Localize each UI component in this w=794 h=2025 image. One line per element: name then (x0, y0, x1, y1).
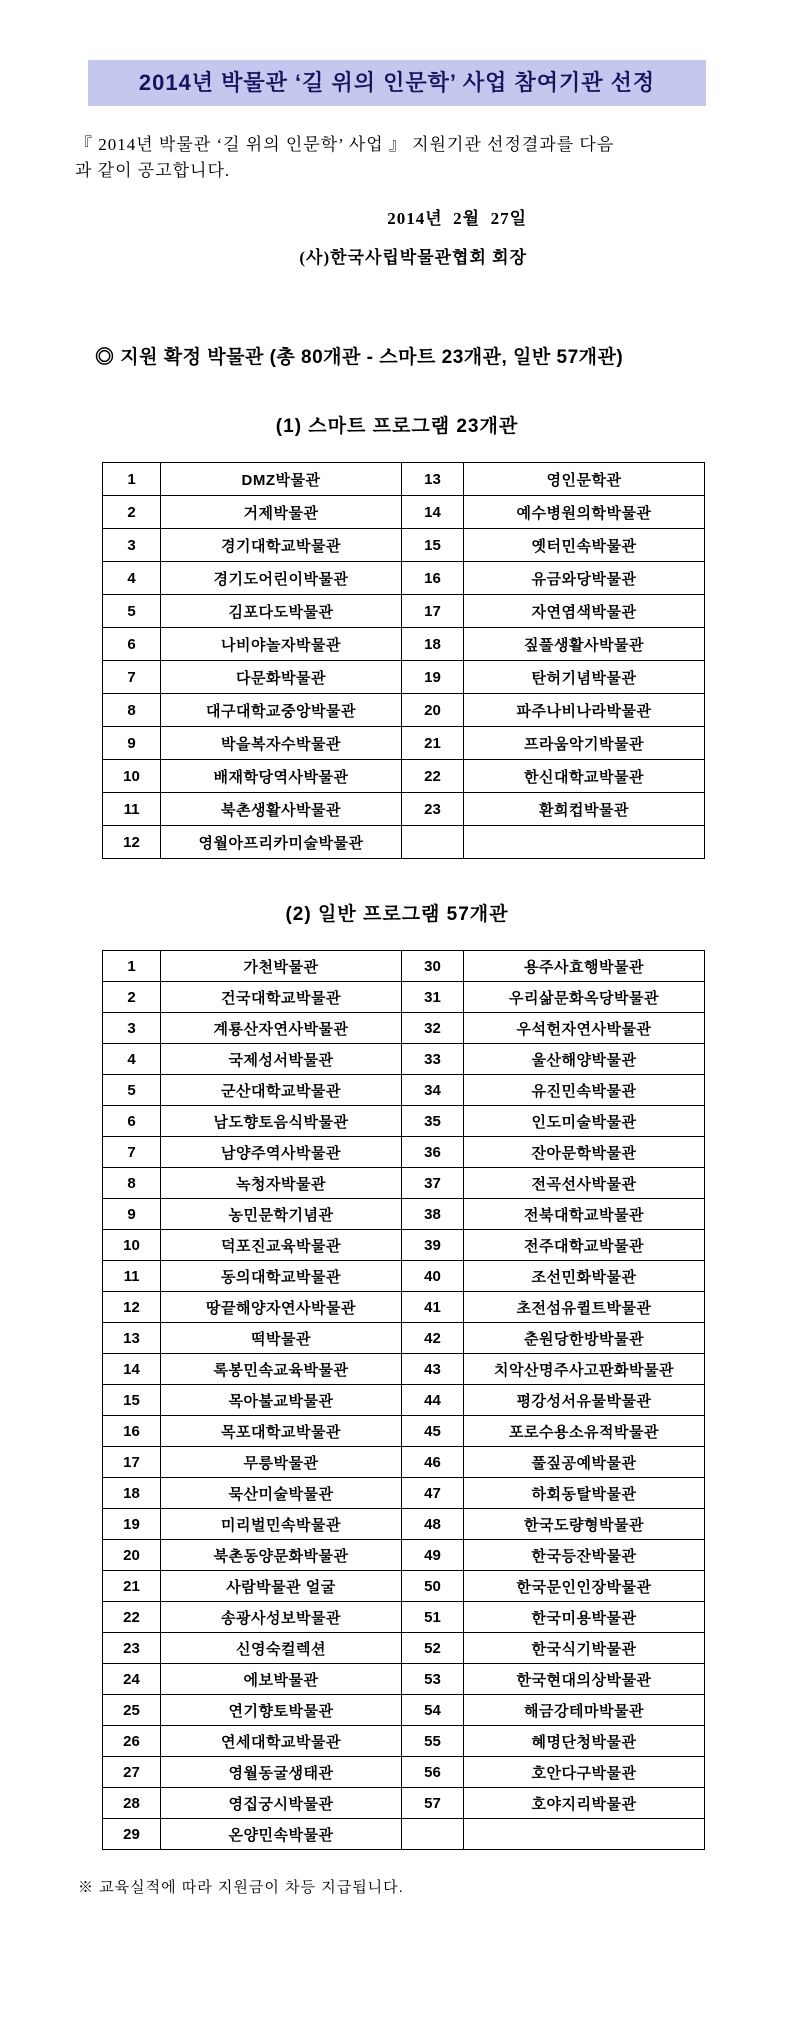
row-number-cell: 3 (103, 529, 161, 562)
intro-line-2: 과 같이 공고합니다. (75, 161, 231, 180)
row-number-cell: 44 (402, 1385, 464, 1416)
table-row (103, 1447, 705, 1478)
row-number-cell: 1 (103, 951, 161, 982)
row-number-cell: 22 (103, 1602, 161, 1633)
museum-name-cell: 국제성서박물관 (161, 1044, 402, 1075)
row-number-cell: 23 (103, 1633, 161, 1664)
table-row (103, 562, 705, 595)
row-number-cell: 3 (103, 1013, 161, 1044)
table-row (103, 1199, 705, 1230)
museum-name-cell: 한국현대의상박물관 (464, 1664, 705, 1695)
table-row (103, 1168, 705, 1199)
museum-name-cell: 나비야놀자박물관 (161, 628, 402, 661)
museum-name-cell: 인도미술박물관 (464, 1106, 705, 1137)
title-banner (88, 60, 706, 106)
row-number-cell: 57 (402, 1788, 464, 1819)
table-row (103, 529, 705, 562)
table-row (103, 1416, 705, 1447)
row-number-cell: 54 (402, 1695, 464, 1726)
page-title: 2014년 박물관 ‘길 위의 인문학’ 사업 참여기관 선정 (138, 70, 656, 95)
museum-name-cell: 남양주역사박물관 (161, 1137, 402, 1168)
row-number-cell: 27 (103, 1757, 161, 1788)
museum-name-cell: 전곡선사박물관 (464, 1168, 705, 1199)
museum-name-cell: 영월동굴생태관 (161, 1757, 402, 1788)
museum-name-cell: 땅끝해양자연사박물관 (161, 1292, 402, 1323)
row-number-cell: 12 (103, 1292, 161, 1323)
museum-name-cell (464, 826, 705, 859)
museum-name-cell: 한국등잔박물관 (464, 1540, 705, 1571)
row-number-cell: 9 (103, 727, 161, 760)
museum-name-cell: 자연염색박물관 (464, 595, 705, 628)
museum-name-cell: 잔아문학박물관 (464, 1137, 705, 1168)
row-number-cell: 26 (103, 1726, 161, 1757)
row-number-cell: 33 (402, 1044, 464, 1075)
row-number-cell: 43 (402, 1354, 464, 1385)
museum-name-cell: 다문화박물관 (161, 661, 402, 694)
table-row (103, 1478, 705, 1509)
table-row (103, 1571, 705, 1602)
museum-name-cell (464, 1819, 705, 1850)
museum-name-cell: 묵산미술박물관 (161, 1478, 402, 1509)
table-row (103, 727, 705, 760)
table-row (103, 1385, 705, 1416)
row-number-cell: 35 (402, 1106, 464, 1137)
museum-name-cell: 북촌생활사박물관 (161, 793, 402, 826)
table-row (103, 1726, 705, 1757)
row-number-cell: 49 (402, 1540, 464, 1571)
museum-name-cell: 송광사성보박물관 (161, 1602, 402, 1633)
row-number-cell: 21 (103, 1571, 161, 1602)
row-number-cell: 25 (103, 1695, 161, 1726)
row-number-cell: 5 (103, 595, 161, 628)
museum-name-cell: 용주사효행박물관 (464, 951, 705, 982)
museum-name-cell: 치악산명주사고판화박물관 (464, 1354, 705, 1385)
table-row (103, 1602, 705, 1633)
museum-name-cell: 한국식기박물관 (464, 1633, 705, 1664)
row-number-cell: 12 (103, 826, 161, 859)
museum-name-cell: 춘원당한방박물관 (464, 1323, 705, 1354)
table-row (103, 1323, 705, 1354)
museum-name-cell: 유금와당박물관 (464, 562, 705, 595)
museum-name-cell: 북촌동양문화박물관 (161, 1540, 402, 1571)
row-number-cell (402, 1819, 464, 1850)
row-number-cell: 46 (402, 1447, 464, 1478)
footnote: ※ 교육실적에 따라 지원금이 차등 지급됩니다. (78, 1879, 404, 1896)
museum-name-cell: 거제박물관 (161, 496, 402, 529)
museum-name-cell: 한신대학교박물관 (464, 760, 705, 793)
table-row (103, 1354, 705, 1385)
museum-name-cell: 대구대학교중앙박물관 (161, 694, 402, 727)
smart-program-table (102, 462, 705, 859)
table-row (103, 1230, 705, 1261)
museum-name-cell: 전주대학교박물관 (464, 1230, 705, 1261)
row-number-cell: 9 (103, 1199, 161, 1230)
museum-name-cell: 신영숙컬렉션 (161, 1633, 402, 1664)
row-number-cell: 45 (402, 1416, 464, 1447)
row-number-cell: 7 (103, 661, 161, 694)
row-number-cell: 6 (103, 1106, 161, 1137)
row-number-cell: 40 (402, 1261, 464, 1292)
table-row (103, 951, 705, 982)
museum-name-cell: 해금강테마박물관 (464, 1695, 705, 1726)
museum-name-cell: 영인문학관 (464, 463, 705, 496)
row-number-cell: 24 (103, 1664, 161, 1695)
museum-name-cell: 한국미용박물관 (464, 1602, 705, 1633)
museum-name-cell: 무릉박물관 (161, 1447, 402, 1478)
row-number-cell: 55 (402, 1726, 464, 1757)
row-number-cell: 18 (103, 1478, 161, 1509)
museum-name-cell: 목아불교박물관 (161, 1385, 402, 1416)
museum-name-cell: 녹청자박물관 (161, 1168, 402, 1199)
row-number-cell: 15 (103, 1385, 161, 1416)
row-number-cell: 38 (402, 1199, 464, 1230)
row-number-cell: 2 (103, 982, 161, 1013)
row-number-cell: 16 (103, 1416, 161, 1447)
museum-name-cell: 남도향토음식박물관 (161, 1106, 402, 1137)
table-row (103, 1633, 705, 1664)
museum-name-cell: 프라움악기박물관 (464, 727, 705, 760)
row-number-cell: 8 (103, 694, 161, 727)
row-number-cell: 16 (402, 562, 464, 595)
row-number-cell: 4 (103, 562, 161, 595)
museum-name-cell: 가천박물관 (161, 951, 402, 982)
issuer-signature: (사)한국사립박물관협회 회장 (299, 248, 527, 267)
table-row (103, 694, 705, 727)
museum-name-cell: 온양민속박물관 (161, 1819, 402, 1850)
row-number-cell: 15 (402, 529, 464, 562)
general-program-table (102, 950, 705, 1850)
museum-name-cell: 계룡산자연사박물관 (161, 1013, 402, 1044)
museum-name-cell: 한국도량형박물관 (464, 1509, 705, 1540)
row-number-cell: 7 (103, 1137, 161, 1168)
row-number-cell: 10 (103, 1230, 161, 1261)
row-number-cell: 6 (103, 628, 161, 661)
museum-name-cell: 동의대학교박물관 (161, 1261, 402, 1292)
row-number-cell: 19 (103, 1509, 161, 1540)
museum-name-cell: 한국문인인장박물관 (464, 1571, 705, 1602)
museum-name-cell: 미리벌민속박물관 (161, 1509, 402, 1540)
row-number-cell: 13 (103, 1323, 161, 1354)
row-number-cell: 56 (402, 1757, 464, 1788)
row-number-cell: 30 (402, 951, 464, 982)
table-row (103, 1261, 705, 1292)
museum-name-cell: 농민문학기념관 (161, 1199, 402, 1230)
museum-name-cell: 환희컵박물관 (464, 793, 705, 826)
table-row (103, 793, 705, 826)
museum-name-cell: 우석헌자연사박물관 (464, 1013, 705, 1044)
museum-name-cell: 배재학당역사박물관 (161, 760, 402, 793)
intro-paragraph (75, 132, 734, 184)
table-row (103, 760, 705, 793)
row-number-cell: 42 (402, 1323, 464, 1354)
museum-name-cell: 영집궁시박물관 (161, 1788, 402, 1819)
row-number-cell: 23 (402, 793, 464, 826)
row-number-cell: 39 (402, 1230, 464, 1261)
museum-name-cell: 김포다도박물관 (161, 595, 402, 628)
museum-name-cell: DMZ박물관 (161, 463, 402, 496)
row-number-cell: 8 (103, 1168, 161, 1199)
table-row (103, 463, 705, 496)
museum-name-cell: 평강성서유물박물관 (464, 1385, 705, 1416)
table-row (103, 1788, 705, 1819)
row-number-cell: 41 (402, 1292, 464, 1323)
row-number-cell: 31 (402, 982, 464, 1013)
table-row (103, 1044, 705, 1075)
row-number-cell: 50 (402, 1571, 464, 1602)
museum-name-cell: 군산대학교박물관 (161, 1075, 402, 1106)
table-row (103, 1695, 705, 1726)
row-number-cell: 47 (402, 1478, 464, 1509)
row-number-cell: 32 (402, 1013, 464, 1044)
row-number-cell: 37 (402, 1168, 464, 1199)
museum-name-cell: 건국대학교박물관 (161, 982, 402, 1013)
row-number-cell: 5 (103, 1075, 161, 1106)
row-number-cell: 18 (402, 628, 464, 661)
table-row (103, 1664, 705, 1695)
table-row (103, 628, 705, 661)
table-row (103, 1819, 705, 1850)
row-number-cell: 10 (103, 760, 161, 793)
row-number-cell: 21 (402, 727, 464, 760)
row-number-cell: 34 (402, 1075, 464, 1106)
table-row (103, 1075, 705, 1106)
row-number-cell: 17 (402, 595, 464, 628)
row-number-cell: 13 (402, 463, 464, 496)
table-row (103, 1509, 705, 1540)
row-number-cell: 20 (103, 1540, 161, 1571)
row-number-cell: 2 (103, 496, 161, 529)
museum-name-cell: 예수병원의학박물관 (464, 496, 705, 529)
row-number-cell: 53 (402, 1664, 464, 1695)
row-number-cell: 36 (402, 1137, 464, 1168)
row-number-cell: 11 (103, 793, 161, 826)
row-number-cell: 1 (103, 463, 161, 496)
section-heading: ◎ 지원 확정 박물관 (총 80개관 - 스마트 23개관, 일반 57개관) (95, 347, 624, 368)
announcement-date: 2014년 2월 27일 (387, 209, 527, 228)
museum-name-cell: 우리삶문화옥당박물관 (464, 982, 705, 1013)
museum-name-cell: 옛터민속박물관 (464, 529, 705, 562)
row-number-cell: 28 (103, 1788, 161, 1819)
table-row (103, 1106, 705, 1137)
museum-name-cell: 경기도어린이박물관 (161, 562, 402, 595)
row-number-cell: 17 (103, 1447, 161, 1478)
museum-name-cell: 영월아프리카미술박물관 (161, 826, 402, 859)
table-row (103, 496, 705, 529)
museum-name-cell: 덕포진교육박물관 (161, 1230, 402, 1261)
row-number-cell: 4 (103, 1044, 161, 1075)
row-number-cell: 52 (402, 1633, 464, 1664)
museum-name-cell: 전북대학교박물관 (464, 1199, 705, 1230)
table-row (103, 1292, 705, 1323)
museum-name-cell: 경기대학교박물관 (161, 529, 402, 562)
museum-name-cell: 호안다구박물관 (464, 1757, 705, 1788)
table-row (103, 982, 705, 1013)
table-row (103, 661, 705, 694)
museum-name-cell: 박을복자수박물관 (161, 727, 402, 760)
row-number-cell: 29 (103, 1819, 161, 1850)
museum-name-cell: 하회동탈박물관 (464, 1478, 705, 1509)
museum-name-cell: 조선민화박물관 (464, 1261, 705, 1292)
row-number-cell: 20 (402, 694, 464, 727)
museum-name-cell: 풀짚공예박물관 (464, 1447, 705, 1478)
museum-name-cell: 록봉민속교육박물관 (161, 1354, 402, 1385)
museum-name-cell: 탄허기념박물관 (464, 661, 705, 694)
row-number-cell: 19 (402, 661, 464, 694)
table-row (103, 595, 705, 628)
row-number-cell: 48 (402, 1509, 464, 1540)
museum-name-cell: 초전섬유퀼트박물관 (464, 1292, 705, 1323)
museum-name-cell: 유진민속박물관 (464, 1075, 705, 1106)
row-number-cell: 51 (402, 1602, 464, 1633)
row-number-cell: 14 (402, 496, 464, 529)
table-row (103, 1013, 705, 1044)
table-row (103, 1757, 705, 1788)
general-program-table-title: (2) 일반 프로그램 57개관 (285, 904, 509, 925)
museum-name-cell: 연기향토박물관 (161, 1695, 402, 1726)
museum-name-cell: 연세대학교박물관 (161, 1726, 402, 1757)
museum-name-cell: 사람박물관 얼굴 (161, 1571, 402, 1602)
museum-name-cell: 짚풀생활사박물관 (464, 628, 705, 661)
museum-name-cell: 파주나비나라박물관 (464, 694, 705, 727)
table-row (103, 1137, 705, 1168)
museum-name-cell: 울산해양박물관 (464, 1044, 705, 1075)
table-row (103, 1540, 705, 1571)
row-number-cell: 11 (103, 1261, 161, 1292)
row-number-cell: 14 (103, 1354, 161, 1385)
museum-name-cell: 호야지리박물관 (464, 1788, 705, 1819)
museum-name-cell: 에보박물관 (161, 1664, 402, 1695)
museum-name-cell: 목포대학교박물관 (161, 1416, 402, 1447)
museum-name-cell: 혜명단청박물관 (464, 1726, 705, 1757)
intro-line-1: 『 2014년 박물관 ‘길 위의 인문학’ 사업 』 지원기관 선정결과를 다음 (75, 135, 615, 154)
row-number-cell: 22 (402, 760, 464, 793)
museum-name-cell: 떡박물관 (161, 1323, 402, 1354)
smart-program-table-title: (1) 스마트 프로그램 23개관 (275, 416, 519, 437)
museum-name-cell: 포로수용소유적박물관 (464, 1416, 705, 1447)
row-number-cell (402, 826, 464, 859)
table-row (103, 826, 705, 859)
